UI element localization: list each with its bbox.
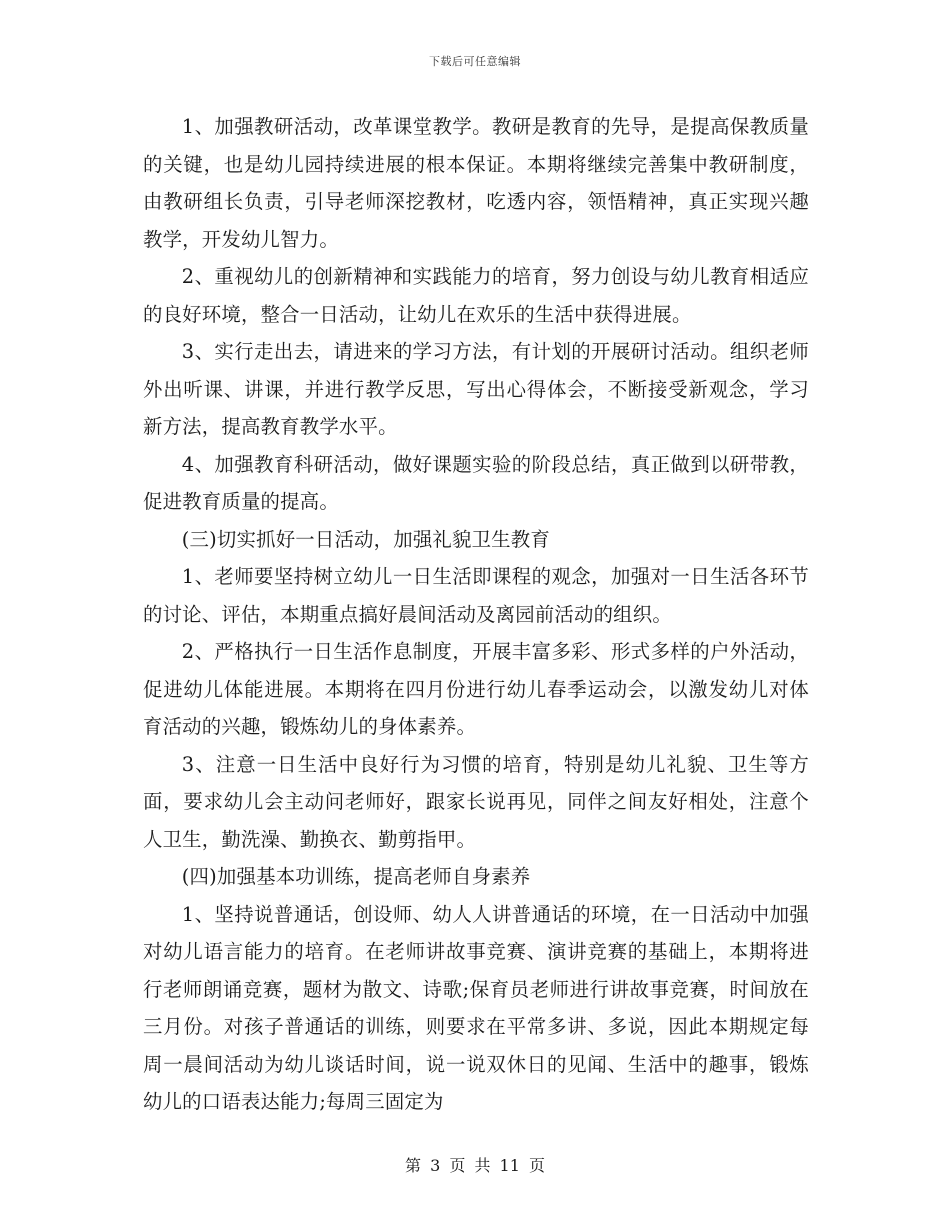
paragraph-research-activity: 4、加强教育科研活动，做好课题实验的阶段总结，真正做到以研带教，促进教育质量的提高。 xyxy=(143,452,809,513)
paragraph-daily-life: 1、老师要坚持树立幼儿一日生活即课程的观念，加强对一日生活各环节的讨论、评估，本期重点搞好晨间活动及离园前活动的组织。 xyxy=(143,565,809,626)
paragraph-learning-method: 3、实行走出去，请进来的学习方法，有计划的开展研讨活动。组织老师外出听课、讲课，并进行教学反思，写出心得体会，不断接受新观念，学习新方法，提高教育教学水平。 xyxy=(143,340,809,438)
page-footer: 第 3 页 共 11 页 xyxy=(405,1156,545,1175)
section-heading-3: (三)切实抓好一日活动，加强礼貌卫生教育 xyxy=(181,527,550,551)
section-heading-4: (四)加强基本功训练，提高老师自身素养 xyxy=(181,865,531,888)
paragraph-mandarin: 1、坚持说普通话，创设师、幼人人讲普通话的环境，在一日活动中加强对幼儿语言能力的培育。在老师讲故事竞赛、演讲竞赛的基础上，本期将进行老师朗诵竞赛，题材为散文、诗歌;保育员老师进行讲故事竞赛，时间放在三月份。对孩子普通话的训练，则要求在平常多讲、多说，因此本期规定每周一晨间活动为幼儿谈话时间，说一说双休日的见闻、生活中的趣事，锻炼幼儿的口语表达能力;每周三固定为 xyxy=(143,902,809,1113)
document-body xyxy=(143,108,809,1121)
paragraph-creativity: 2、重视幼儿的创新精神和实践能力的培育，努力创设与幼儿教育相适应的良好环境，整合一日活动，让幼儿在欢乐的生活中获得进展。 xyxy=(143,265,809,326)
paragraph-teaching-research: 1、加强教研活动，改革课堂教学。教研是教育的先导，是提高保教质量的关键，也是幼儿园持续进展的根本保证。本期将继续完善集中教研制度，由教研组长负责，引导老师深挖教材，吃透内容，领悟精神，真正实现兴趣教学，开发幼儿智力。 xyxy=(143,115,809,251)
page-header: 下载后可任意编辑 xyxy=(429,55,521,68)
paragraph-schedule: 2、严格执行一日生活作息制度，开展丰富多彩、形式多样的户外活动，促进幼儿体能进展。本期将在四月份进行幼儿春季运动会，以激发幼儿对体育活动的兴趣，锻炼幼儿的身体素养。 xyxy=(143,640,809,738)
paragraph-habits: 3、注意一日生活中良好行为习惯的培育，特别是幼儿礼貌、卫生等方面，要求幼儿会主动问老师好，跟家长说再见，同伴之间友好相处，注意个人卫生，勤洗澡、勤换衣、勤剪指甲。 xyxy=(143,752,809,851)
